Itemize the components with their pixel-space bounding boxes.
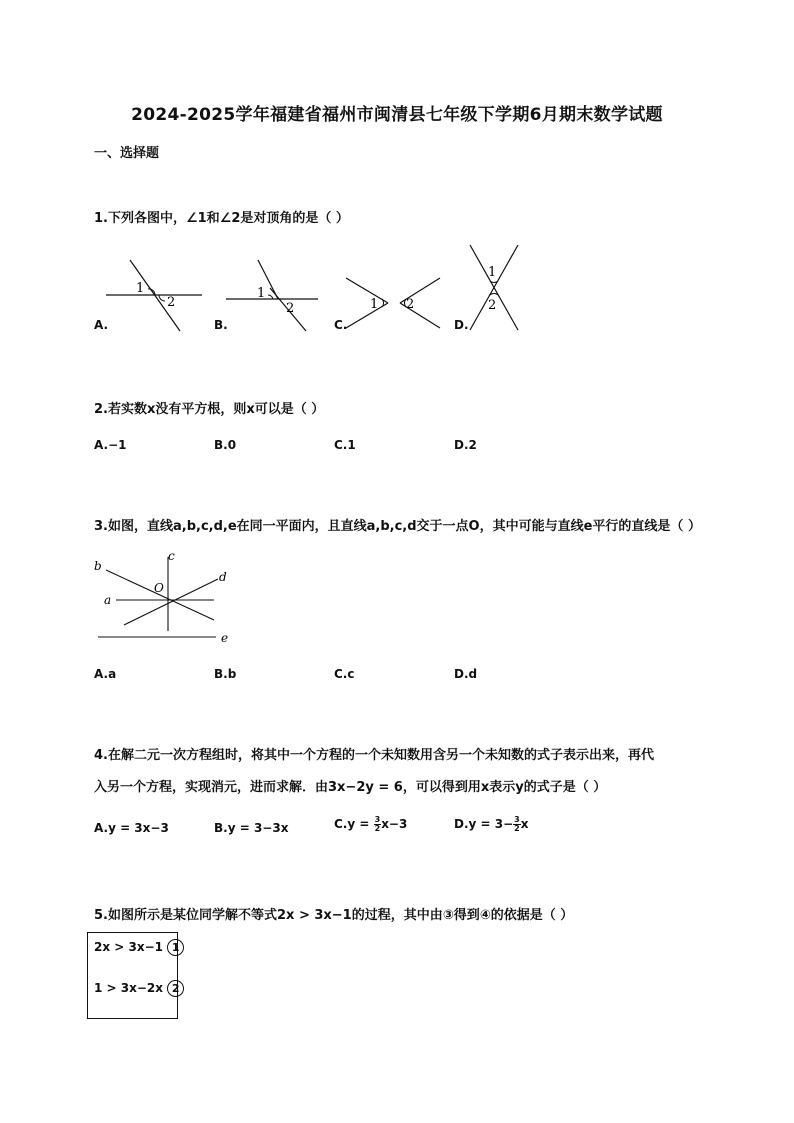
q1-figure-d xyxy=(460,240,530,335)
q1c-label-1: 1 xyxy=(370,297,379,312)
question-1-text: 1.下列各图中，∠1和∠2是对顶角的是（ ） xyxy=(94,211,349,226)
q3-option-c[interactable]: C.c xyxy=(334,667,355,681)
fraction-numerator: 3 xyxy=(374,815,381,824)
fraction-denominator: 2 xyxy=(374,824,381,833)
q2-option-d[interactable]: D.2 xyxy=(454,438,477,452)
q4-option-d-fraction xyxy=(513,816,521,833)
q4-option-d-prefix: D.y = 3− xyxy=(454,817,514,831)
question-2-text: 2.若实数x没有平方根，则x可以是（ ） xyxy=(94,402,325,417)
q1-figure-a xyxy=(100,255,210,335)
q5-solution-box xyxy=(87,932,178,1019)
q3-label-o: O xyxy=(154,581,164,595)
q1d-label-1: 1 xyxy=(488,265,497,280)
q2-option-a[interactable]: A.−1 xyxy=(94,438,127,452)
q3-label-a: a xyxy=(104,593,112,607)
q1-option-c[interactable]: C. xyxy=(334,318,348,332)
q5-step-1-text: 2x > 3x−1 xyxy=(94,940,163,954)
q1-option-a[interactable]: A. xyxy=(94,318,109,332)
q3-label-e: e xyxy=(221,631,229,645)
q1a-label-2: 2 xyxy=(167,295,176,310)
q1-figure-c xyxy=(340,270,445,332)
q1a-label-1: 1 xyxy=(136,281,145,296)
q4-option-d-suffix: x xyxy=(520,817,529,831)
q3-label-d: d xyxy=(219,570,227,584)
q3-option-d[interactable]: D.d xyxy=(454,667,478,681)
q5-step-2-text: 1 > 3x−2x xyxy=(94,981,163,995)
section-heading: 一、选择题 xyxy=(94,146,160,161)
q4-option-b[interactable]: B.y = 3−3x xyxy=(214,821,289,835)
q3-option-a[interactable]: A.a xyxy=(94,667,117,681)
q3-label-c: c xyxy=(168,549,175,563)
q2-option-c[interactable]: C.1 xyxy=(334,438,356,452)
document-title: 2024-2025学年福建省福州市闽清县七年级下学期6月期末数学试题 xyxy=(131,105,663,125)
q5-step-2 xyxy=(94,980,184,997)
q1b-label-1: 1 xyxy=(257,286,266,301)
q1b-label-2: 2 xyxy=(286,301,295,316)
question-3-text: 3.如图，直线a,b,c,d,e在同一平面内，且直线a,b,c,d交于一点O，其中可能与直线e平行的直线是（ ） xyxy=(94,519,701,534)
q5-text: 5.如图所示是某位同学解不等式2x > 3x−1的过程，其中由③得到④的依据是（ ） xyxy=(94,908,574,923)
q3-label-b: b xyxy=(94,559,102,573)
question-4-line-2: 入另一个方程，实现消元，进而求解．由3x−2y = 6，可以得到用x表示y的式子是（ ） xyxy=(94,780,607,795)
q1-figure-b xyxy=(220,255,330,335)
q5-step-1 xyxy=(94,939,184,956)
q1c-label-2: 2 xyxy=(406,297,415,312)
circled-number-2: 2 xyxy=(167,980,184,997)
fraction-numerator: 3 xyxy=(514,815,520,824)
q1d-label-2: 2 xyxy=(488,298,497,313)
fraction-denominator: 2 xyxy=(514,824,520,833)
q3-figure xyxy=(90,545,240,650)
q3-option-b[interactable]: B.b xyxy=(214,667,237,681)
q1-option-d[interactable]: D. xyxy=(454,318,469,332)
q1-option-b[interactable]: B. xyxy=(214,318,228,332)
question-4-line-1: 4.在解二元一次方程组时，将其中一个方程的一个未知数用含另一个未知数的式子表示出来，再代 xyxy=(94,748,654,763)
question-5-text xyxy=(94,904,573,923)
q4-option-c[interactable] xyxy=(334,816,407,833)
q4-option-c-suffix: x−3 xyxy=(381,817,408,831)
q4-option-c-prefix: C.y = xyxy=(334,817,374,831)
q4-option-d[interactable] xyxy=(454,816,528,833)
circled-number-1: 1 xyxy=(167,939,184,956)
q2-option-b[interactable]: B.0 xyxy=(214,438,237,452)
q4-option-a[interactable]: A.y = 3x−3 xyxy=(94,821,169,835)
